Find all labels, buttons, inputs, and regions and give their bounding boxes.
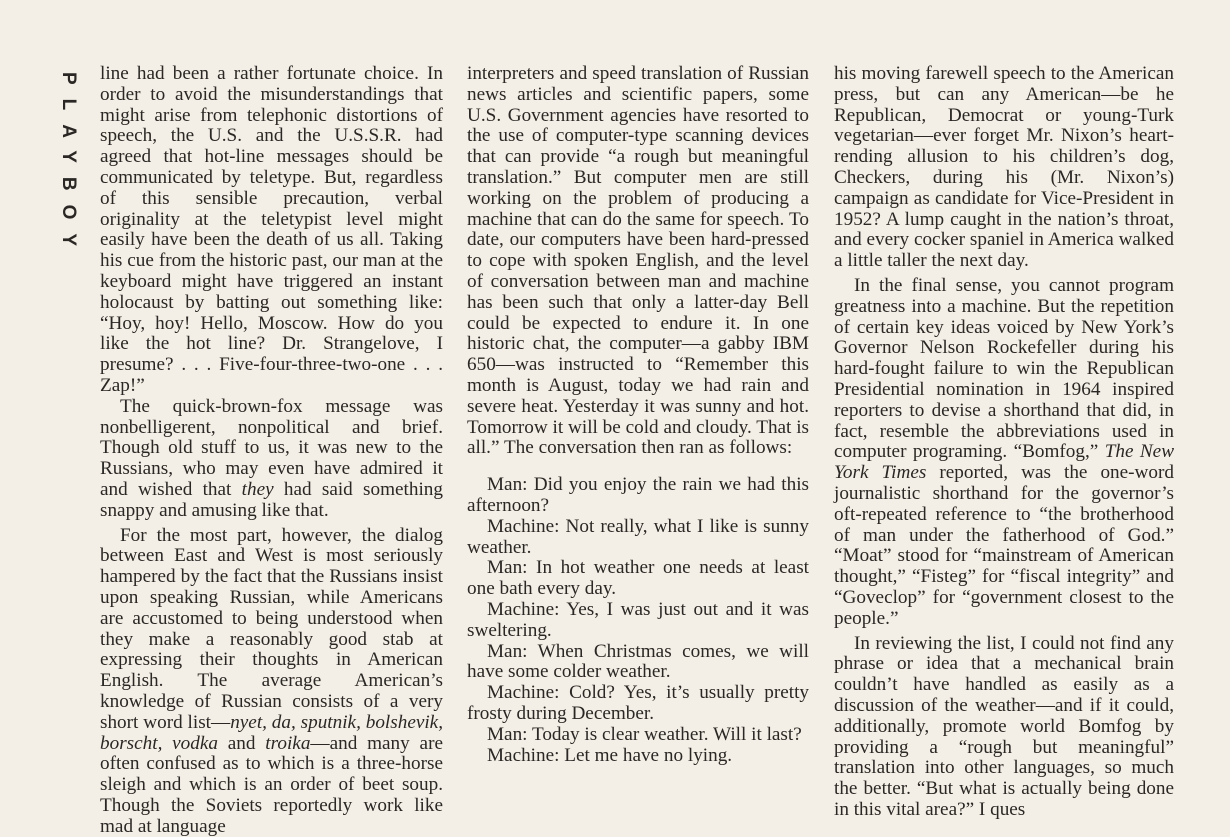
paragraph-text: reported, was the one-word journalistic shorthand for the governor’s oft-repeated reference to “the brotherhood of man under the fatherhood of God.” “Moat” stood for “mainstream of American thought,” “Fisteg” for “fiscal integrity” and “Goveclop” for “government closest to the people.” <box>834 462 1174 629</box>
magazine-name: PLAYBOY <box>58 72 79 261</box>
paragraph: interpreters and speed translation of Russian news articles and scientific papers, some U.S. Government agencies have resorted to the use of computer-type scanning devices that can provide “a rough but meaningful translation.” But computer men are still working on the problem of producing a machine that can do the same for speech. To date, our computers have been hard-pressed to cope with spoken English, and the level of conversation between man and machine has been such that only a latter-day Bell could be expected to endure it. In one historic chat, the computer—a gabby IBM 650—was instructed to “Remember this month is August, today we had rain and severe heat. Yesterday it was sunny and hot. Tomorrow it will be cold and cloudy. That is all.” The conversation then ran as follows: <box>467 63 809 459</box>
dialog-line: Machine: Not really, what I like is sunny weather. <box>467 515 809 558</box>
paragraph <box>100 64 443 397</box>
paragraph <box>834 276 1174 630</box>
paragraph-text: For the most part, however, the dialog between East and West is most seriously hampered by the fact that the Russians insist upon speaking Russian, while Americans are accustomed to being understood when they make a reasonably good stab at expressing their thoughts in American English. The average American’s knowledge of Russian consists of a very short word list— <box>100 524 443 733</box>
dialog-line: Man: Today is clear weather. Will it last? <box>487 723 802 745</box>
paragraph-text: In the final sense, you cannot program greatness into a machine. But the repetition of certain key ideas voiced by New York’s Governor Nelson Rockefeller during his hard-fought failure to win the Republican Presidential nomination in 1964 inspired reporters to devise a shorthand that did, in fact, resemble the abbreviations used in computer programing. “Bomfog,” <box>834 274 1174 463</box>
paragraph: In reviewing the list, I could not find any phrase or idea that a mechanical brain couldn’t have handled as easily as a discussion of the weather—and if it could, additionally, promote world Bomfog by providing a “rough but meaningful” translation into other languages, so much the better. “But what is actually being done in this vital area?” I ques <box>834 632 1174 820</box>
text-column-3 <box>834 64 1174 821</box>
paragraph-text: had said something snappy and amusing like that. <box>100 478 443 521</box>
paragraph <box>100 526 443 837</box>
paragraph-text: and <box>217 732 266 754</box>
paragraph-text: —and many are often confused as to which is a three-horse sleigh and which is an order of beet soup. Though the Soviets reportedly work like mad at language <box>100 732 443 837</box>
emphasis-text: they <box>241 478 274 500</box>
dialog-line: Machine: Let me have no lying. <box>487 744 733 766</box>
paragraph <box>100 397 443 522</box>
dialog-block <box>467 475 809 766</box>
emphasis-text: nyet, da, sputnik, bolshevik, borscht, vodka <box>100 711 443 754</box>
emphasis-text: troika <box>265 732 311 754</box>
dialog-line: Man: Did you enjoy the rain we had this afternoon? <box>467 474 809 516</box>
text-column-1 <box>100 64 443 837</box>
paragraph-text: The quick-brown-fox message was nonbelligerent, nonpolitical and brief. Though old stuff to us, it was new to the Russians, who may even have admired it and wished that <box>100 395 443 500</box>
magazine-sidebar <box>52 64 82 364</box>
dialog-line: Machine: Yes, I was just out and it was sweltering. <box>467 598 809 641</box>
emphasis-text: The New York Times <box>834 441 1174 484</box>
dialog-line: Machine: Cold? Yes, it’s usually pretty frosty during December. <box>467 682 809 724</box>
text-column-2 <box>467 64 809 766</box>
paragraph-text: line had been a rather fortunate choice. In order to avoid the misunderstandings that might arise from telephonic distortions of speech, the U.S. and the U.S.S.R. had agreed that hot-line messages should be communicated by teletype. But, regardless of this sensible precaution, verbal originality at the teletypist level might easily have been the death of us all. Taking his cue from the historic past, our man at the keyboard might have triggered an instant holocaust by batting out something like: “Hoy, hoy! Hello, Moscow. How do you like the hot line? Dr. Strangelove, I presume? . . . Five-four-three-two-one . . . Zap!” <box>100 63 443 396</box>
dialog-line: Man: When Christmas comes, we will have some colder weather. <box>467 640 809 683</box>
dialog-line: Man: In hot weather one needs at least one bath every day. <box>467 557 809 600</box>
paragraph: his moving farewell speech to the American press, but can any American—be he Republican, Democrat or young-Turk vegetarian—ever forget Mr. Nixon’s heart-rending allusion to his children’s dog, Checkers, during his (Mr. Nixon’s) campaign as candidate for Vice-President in 1952? A lump caught in the nation’s throat, and every cocker spaniel in America walked a little taller the next day. <box>834 63 1174 272</box>
